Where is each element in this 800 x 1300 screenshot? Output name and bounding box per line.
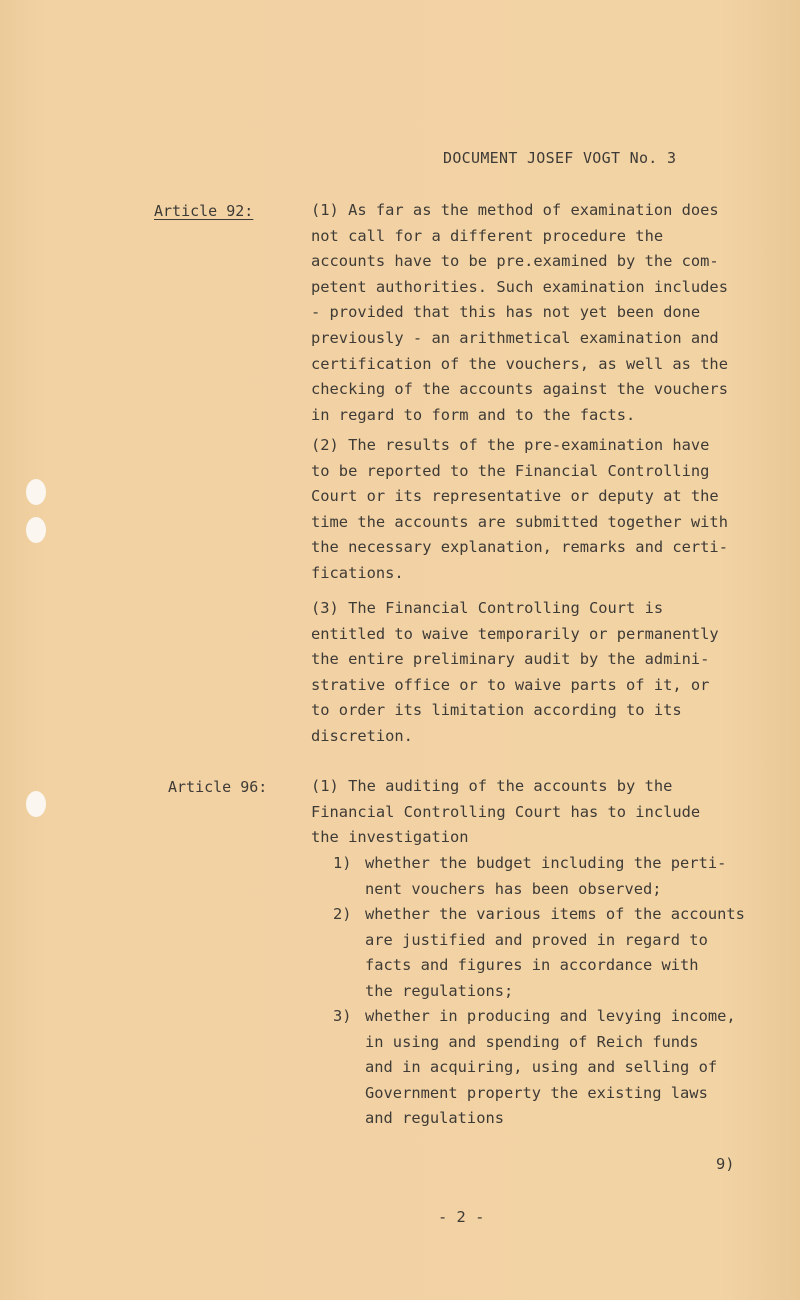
text-line: the regulations; [365,981,514,1000]
text-line: Financial Controlling Court has to include [311,802,701,821]
text-line: nent vouchers has been observed; [365,879,662,898]
item-number: 2) [333,905,352,923]
text-line: time the accounts are submitted together with [311,512,728,531]
text-line: (1) The auditing of the accounts by the [311,777,673,795]
article-92-paragraph-1 [311,198,791,428]
item-number: 3) [333,1007,352,1025]
text-line: whether the budget including the perti- [365,854,727,872]
text-line: (2) The results of the pre-examination have [311,436,710,454]
text-line: in using and spending of Reich funds [365,1032,699,1051]
punch-hole [26,479,46,505]
text-line: (1) As far as the method of examination does [311,201,719,219]
text-line: Government property the existing laws [365,1083,708,1102]
text-line: to order its limitation according to its [311,701,682,720]
text-line: fications. [311,563,404,582]
text-line: Court or its representative or deputy at the [311,487,719,506]
text-line: petent authorities. Such examination includes [311,277,728,296]
text-line: - provided that this has not yet been done [311,303,701,322]
text-line: whether the various items of the accounts [365,905,745,923]
text-line: strative office or to waive parts of it, or [311,675,710,694]
text-line: certification of the vouchers, as well as the [311,354,728,373]
text-line: previously - an arithmetical examination and [311,328,719,347]
text-line: (3) The Financial Controlling Court is [311,599,664,617]
punch-hole [26,517,46,543]
article-92-paragraph-2 [311,433,791,587]
text-line: the necessary explanation, remarks and certi- [311,538,728,557]
item-number: 1) [333,854,352,872]
text-line: the entire preliminary audit by the admini- [311,650,710,669]
punch-hole [26,791,46,817]
text-line: whether in producing and levying income, [365,1007,736,1025]
text-line: and regulations [365,1109,504,1128]
text-line: discretion. [311,726,413,745]
text-line: accounts have to be pre.examined by the com- [311,252,719,271]
article-96-label: Article 96: [168,778,268,796]
document-header: DOCUMENT JOSEF VOGT No. 3 [443,149,677,167]
text-line: in regard to form and to the facts. [311,405,636,424]
article-92-label: Article 92: [154,202,254,220]
text-line: and in acquiring, using and selling of [365,1058,718,1077]
text-line: facts and figures in accordance with [365,956,699,975]
text-line: the investigation [311,828,469,847]
text-line: entitled to waive temporarily or permanently [311,624,719,643]
article-92-paragraph-3 [311,596,791,750]
text-line: not call for a different procedure the [311,226,664,245]
text-line: are justified and proved in regard to [365,930,708,949]
page-number: - 2 - [438,1208,485,1226]
text-line: to be reported to the Financial Controlling [311,461,710,480]
continuation-marker: 9) [716,1155,735,1173]
text-line: checking of the accounts against the vouchers [311,380,728,399]
article-96-paragraph-1 [311,774,791,851]
